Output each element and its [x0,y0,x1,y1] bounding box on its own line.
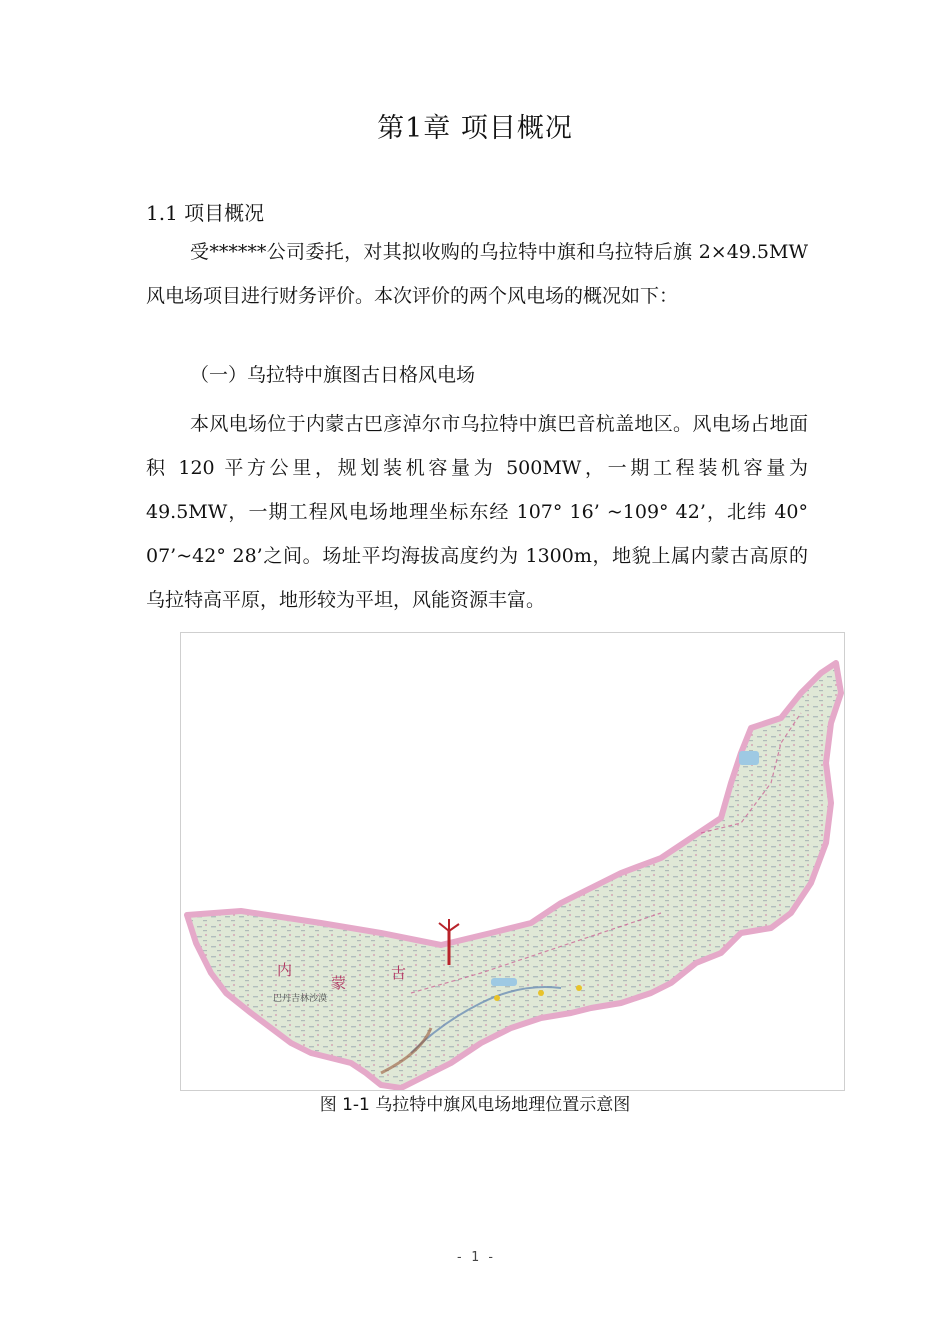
paragraph-intro: 受******公司委托，对其拟收购的乌拉特中旗和乌拉特后旗 2×49.5MW 风电场项目进行财务评价。本次评价的两个风电场的概况如下： [146,241,808,307]
location-map-figure [180,632,845,1091]
map-label: 古 [391,964,407,982]
map-label: 内 [277,961,293,979]
figure-caption: 图 1-1 乌拉特中旗风电场地理位置示意图 [319,1095,631,1115]
subsection-heading: （一）乌拉特中旗图古日格风电场 [190,364,476,386]
map-label: 蒙 [331,974,347,992]
map-label: 巴丹吉林沙漠 [273,994,328,1004]
inner-mongolia-map [181,633,844,1090]
section-heading: 1.1 项目概况 [146,201,265,225]
region-shape [187,663,841,1088]
paragraph-wind-farm: 本风电场位于内蒙古巴彦淖尔市乌拉特中旗巴音杭盖地区。风电场占地面积 120 平方公里，规划装机容量为 500MW，一期工程装机容量为 49.5MW，一期工程风电场地理坐标东经 107° 16’ ~109° 42’，北纬 40° 07’~42° 28’之间。场址平均海拔高度约为 1300m，地貌上属内蒙古高原的乌拉特高平原，地形较为平坦，风能资源丰富。 [146,413,808,611]
chapter-title: 第1章 项目概况 [377,113,573,144]
page-number: - 1 - [455,1250,495,1265]
